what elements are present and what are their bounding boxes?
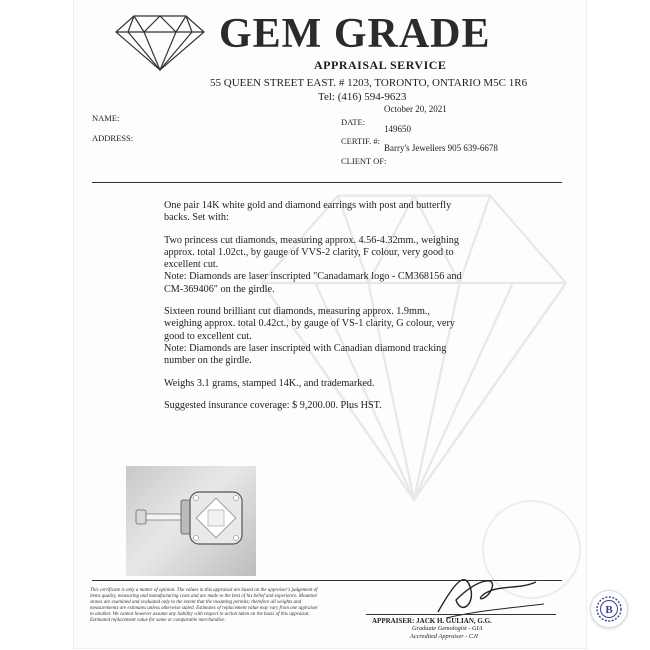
description-weight: Weighs 3.1 grams, stamped 14K., and trademarked. — [164, 377, 375, 389]
disclaimer-text: This certificate is only a matter of opinion. The values in this appraisal are based on the appraiser's judgement of items quality, measuring and manufacturing costs and are made to the best of his belief and experience. Mounted stones are examined and evaluated only to the extent that the mounting permits; therefore all weights and measurements are estimates unless otherwise stated. Estimates of replacement value may vary from one appraiser to another. We cannot however assume any liability with respect to action taken on the basis of this appraisal. Estimated replacement value for same or comparable merchandise. — [90, 588, 318, 624]
date-label: DATE: — [341, 117, 366, 127]
appraiser-title-cji: Accredited Appraiser - CJI — [410, 633, 479, 640]
client-label: CLIENT OF: — [341, 156, 387, 166]
client-value: Barry's Jewellers 905 639-6678 — [384, 143, 498, 153]
service-subtitle: APPRAISAL SERVICE — [314, 58, 447, 72]
address-label: ADDRESS: — [92, 133, 134, 143]
item-description — [164, 200, 464, 422]
certificate-label: CERTIF. #: — [341, 136, 380, 146]
business-phone: Tel: (416) 594-9623 — [318, 91, 407, 103]
date-value: October 20, 2021 — [384, 104, 447, 114]
insurance-coverage: Suggested insurance coverage: $ 9,200.00. Plus HST. — [164, 399, 382, 411]
business-address: 55 QUEEN STREET EAST. # 1203, TORONTO, ONTARIO M5C 1R6 — [210, 77, 528, 89]
name-label: NAME: — [92, 113, 120, 123]
b-monogram-icon — [591, 591, 627, 627]
appraiser-name: APPRAISER: JACK H. GULIAN, G.G. — [372, 617, 492, 625]
description-note-1: Note: Diamonds are laser inscripted "Canadamark logo - CM368156 and CM-369406" on the girdle. — [164, 271, 462, 295]
brand-title: GEM GRADE — [219, 11, 491, 57]
appraiser-title-gia: Graduate Gemologist - GIA — [412, 625, 483, 632]
certificate-number: 149650 — [384, 124, 411, 134]
appraisal-certificate — [74, 0, 586, 648]
svg-text:B: B — [605, 604, 613, 616]
earring-illustration-icon — [126, 466, 256, 576]
description-intro: One pair 14K white gold and diamond earrings with post and butterfly backs. Set with: — [164, 200, 452, 224]
description-note-2: Note: Diamonds are laser inscripted with Canadian diamond tracking number on the girdle. — [164, 342, 447, 367]
earring-photo — [126, 466, 256, 576]
description-round-diamonds: Sixteen round brilliant cut diamonds, measuring approx. 1.9mm., weighing approx. total 0.42ct., by gauge of VS-1 clarity, G colour, very good to excellent cut. — [164, 306, 455, 342]
b-monogram-badge[interactable] — [590, 590, 628, 628]
description-princess-diamonds: Two princess cut diamonds, measuring approx. 4.56-4.32mm., weighing approx. total 1.02ct., by gauge of VVS-2 clarity, F colour, very good to excellent cut. — [164, 234, 459, 271]
appraiser-signature-icon — [426, 560, 546, 620]
diamond-logo-icon — [114, 14, 206, 72]
header-divider — [92, 182, 562, 183]
signature-line — [366, 614, 556, 615]
